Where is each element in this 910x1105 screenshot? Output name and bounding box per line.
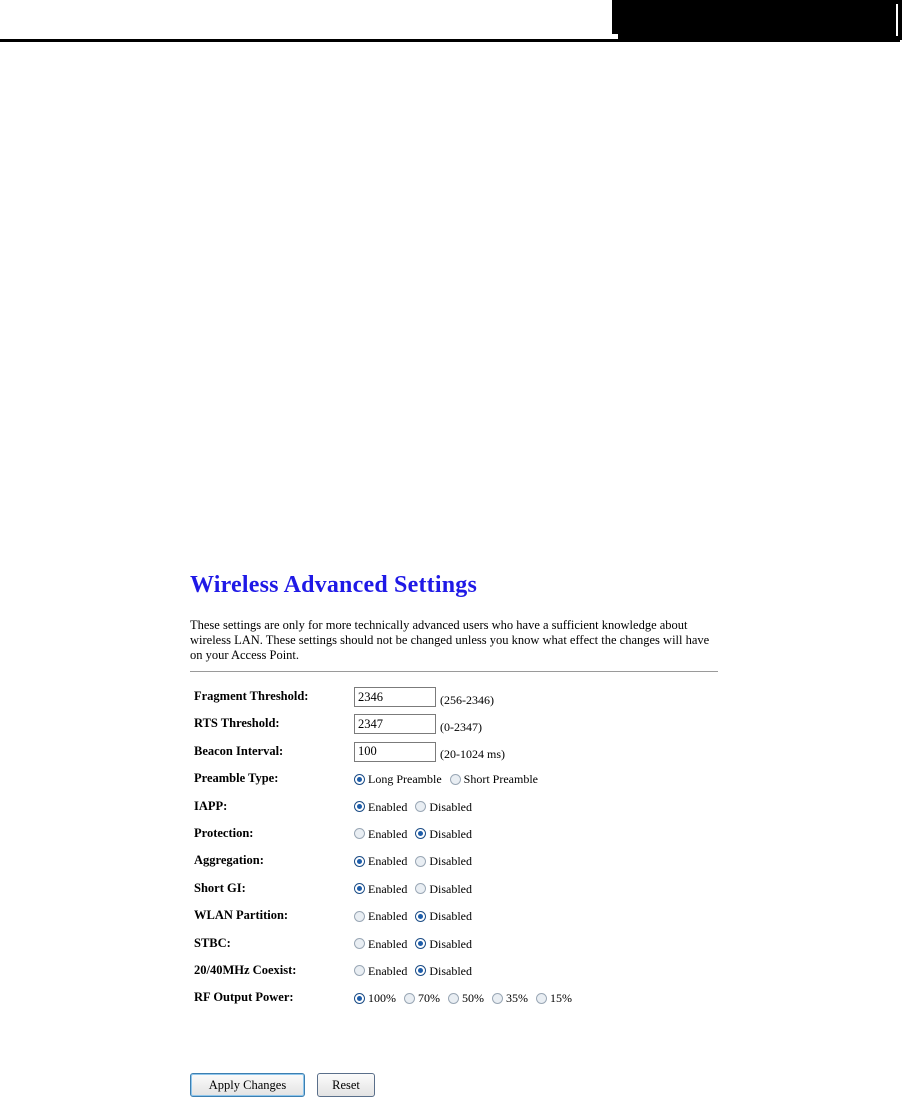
coexist-label: 20/40MHz Coexist:: [194, 962, 297, 977]
header-block-edge-mark: [896, 4, 898, 36]
row-stbc: [190, 933, 730, 960]
row-iapp: [190, 796, 730, 823]
form-buttons: [190, 1073, 375, 1097]
radio-dot-icon: [354, 883, 365, 894]
iapp-disabled-radio[interactable]: Disabled: [415, 799, 472, 815]
beacon-interval-label: Beacon Interval:: [194, 743, 284, 758]
page-title: Wireless Advanced Settings: [190, 572, 478, 598]
radio-dot-icon: [415, 911, 426, 922]
rts-threshold-label: RTS Threshold:: [194, 716, 280, 731]
radio-dot-icon: [492, 993, 503, 1004]
radio-dot-icon: [415, 883, 426, 894]
radio-dot-icon: [415, 801, 426, 812]
header-rule: [0, 39, 900, 42]
protection-enabled-radio[interactable]: Enabled: [354, 826, 407, 842]
coexist-disabled-radio[interactable]: Disabled: [415, 963, 472, 979]
row-wlan-partition: [190, 905, 730, 932]
radio-dot-icon: [354, 938, 365, 949]
iapp-label: IAPP:: [194, 798, 228, 813]
radio-dot-icon: [450, 774, 461, 785]
radio-dot-icon: [415, 938, 426, 949]
stbc-label: STBC:: [194, 935, 231, 950]
radio-dot-icon: [415, 856, 426, 867]
row-rts-threshold: [190, 713, 730, 740]
fragment-threshold-hint: (256-2346): [440, 692, 494, 707]
row-protection: [190, 823, 730, 850]
aggregation-label: Aggregation:: [194, 853, 264, 868]
radio-dot-icon: [354, 965, 365, 976]
preamble-type-label: Preamble Type:: [194, 771, 279, 786]
radio-dot-icon: [415, 828, 426, 839]
rf-power-100-radio[interactable]: 100%: [354, 990, 396, 1006]
row-short-gi: [190, 878, 730, 905]
radio-dot-icon: [354, 774, 365, 785]
row-beacon-interval: [190, 741, 730, 768]
radio-dot-icon: [448, 993, 459, 1004]
radio-dot-icon: [536, 993, 547, 1004]
iapp-enabled-radio[interactable]: Enabled: [354, 799, 407, 815]
fragment-threshold-input[interactable]: [354, 687, 436, 707]
short-gi-enabled-radio[interactable]: Enabled: [354, 881, 407, 897]
row-rf-output-power: [190, 987, 730, 1014]
radio-dot-icon: [354, 911, 365, 922]
radio-dot-icon: [354, 856, 365, 867]
stbc-enabled-radio[interactable]: Enabled: [354, 936, 407, 952]
protection-label: Protection:: [194, 825, 254, 840]
row-coexist: [190, 960, 730, 987]
short-gi-label: Short GI:: [194, 880, 246, 895]
header-black-block: [612, 0, 902, 40]
short-gi-disabled-radio[interactable]: Disabled: [415, 881, 472, 897]
rf-power-50-radio[interactable]: 50%: [448, 990, 484, 1006]
row-aggregation: [190, 850, 730, 877]
stbc-disabled-radio[interactable]: Disabled: [415, 936, 472, 952]
reset-button[interactable]: Reset: [317, 1073, 375, 1097]
row-preamble-type: [190, 768, 730, 795]
preamble-long-radio[interactable]: Long Preamble: [354, 771, 442, 787]
section-divider: [190, 671, 718, 672]
rf-power-15-radio[interactable]: 15%: [536, 990, 572, 1006]
rf-output-power-label: RF Output Power:: [194, 990, 294, 1005]
preamble-short-radio[interactable]: Short Preamble: [450, 771, 538, 787]
wireless-advanced-settings-panel: [190, 570, 730, 1015]
fragment-threshold-label: Fragment Threshold:: [194, 689, 309, 703]
wlan-partition-disabled-radio[interactable]: Disabled: [415, 908, 472, 924]
row-fragment-threshold: [190, 686, 730, 713]
beacon-interval-hint: (20-1024 ms): [440, 747, 505, 762]
page-description: These settings are only for more technically advanced users who have a sufficient knowledge about wireless LAN. These settings should not be changed unless you know what effect the changes will have on your Access Point.: [190, 618, 710, 662]
wlan-partition-label: WLAN Partition:: [194, 908, 289, 923]
aggregation-enabled-radio[interactable]: Enabled: [354, 853, 407, 869]
protection-disabled-radio[interactable]: Disabled: [415, 826, 472, 842]
radio-dot-icon: [354, 828, 365, 839]
aggregation-disabled-radio[interactable]: Disabled: [415, 853, 472, 869]
rf-power-70-radio[interactable]: 70%: [404, 990, 440, 1006]
coexist-enabled-radio[interactable]: Enabled: [354, 963, 407, 979]
radio-dot-icon: [354, 801, 365, 812]
wlan-partition-enabled-radio[interactable]: Enabled: [354, 908, 407, 924]
beacon-interval-input[interactable]: [354, 742, 436, 762]
apply-changes-button[interactable]: Apply Changes: [190, 1073, 305, 1097]
rts-threshold-input[interactable]: [354, 714, 436, 734]
radio-dot-icon: [404, 993, 415, 1004]
rf-power-35-radio[interactable]: 35%: [492, 990, 528, 1006]
settings-form: [190, 686, 730, 1015]
rts-threshold-hint: (0-2347): [440, 719, 482, 734]
radio-dot-icon: [354, 993, 365, 1004]
radio-dot-icon: [415, 965, 426, 976]
